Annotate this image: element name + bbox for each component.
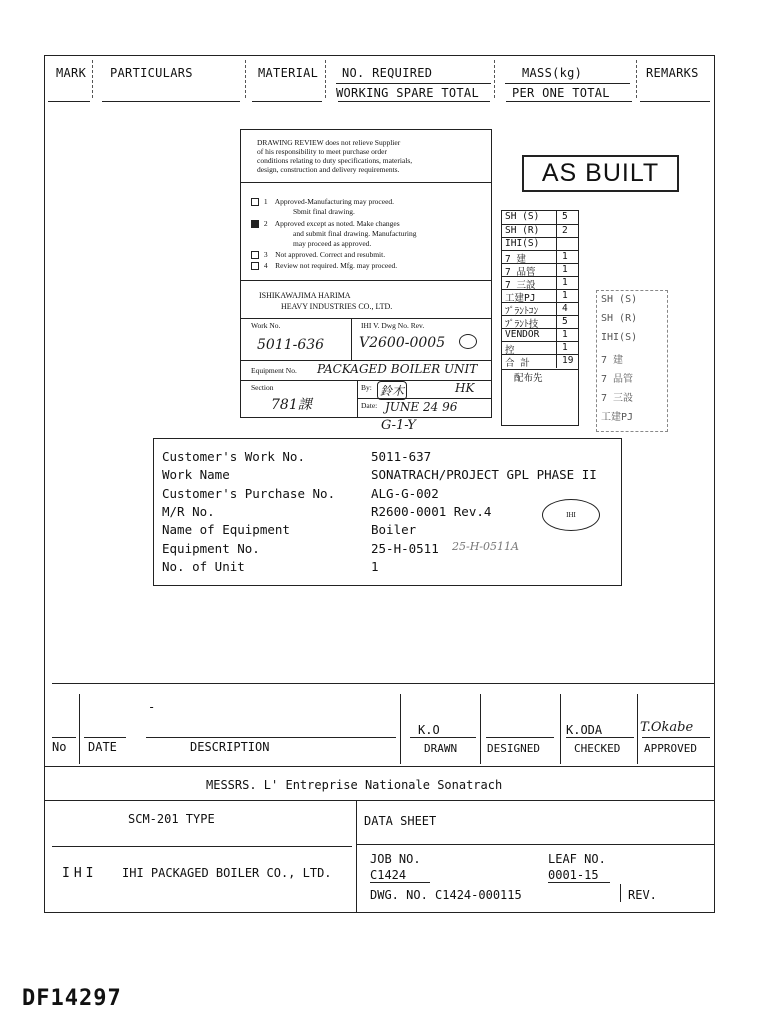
customer-value: ALG-G-002: [371, 485, 439, 501]
revision-divider: [400, 694, 401, 764]
frame-left: [44, 55, 45, 913]
job-no-value: C1424: [370, 868, 430, 883]
distribution-table: [501, 210, 579, 426]
checked-checkbox-icon: [251, 220, 259, 228]
header-underline: [102, 101, 240, 102]
review-company-2: HEAVY INDUSTRIES CO., LTD.: [281, 302, 393, 311]
revision-divider: [79, 694, 80, 764]
distribution-row: [502, 289, 578, 303]
distribution-label: 工建PJ: [505, 293, 536, 304]
distribution-value: 5: [562, 211, 568, 222]
option-text: Not approved. Correct and resubmit.: [275, 250, 386, 259]
equipment-handwritten: 25-H-0511A: [452, 540, 519, 553]
distribution-value: 2: [562, 225, 568, 236]
data-sheet-label: DATA SHEET: [364, 814, 437, 828]
distribution-secondary-label: SH (R): [601, 313, 638, 324]
company-name: IHI PACKAGED BOILER CO., LTD.: [122, 866, 332, 880]
customer-label: Name of Equipment: [162, 522, 290, 538]
distribution-label: ﾌﾟﾗﾝﾄｺﾝ: [505, 306, 539, 317]
distribution-label: SH (S): [505, 211, 540, 222]
distribution-footer-label: 配布先: [514, 373, 543, 384]
title-line: [44, 800, 715, 801]
customer-label: M/R No.: [162, 503, 215, 519]
date-value: JUNE 24 96: [385, 400, 458, 414]
distribution-label: ﾌﾟﾗﾝﾄ技: [505, 319, 539, 330]
drawn-value: K.O: [418, 723, 440, 737]
checkbox-icon: [251, 262, 259, 270]
revision-line: [566, 737, 634, 738]
review-divider: [351, 318, 352, 360]
equipment-label: Equipment No.: [251, 366, 297, 375]
distribution-row: [502, 328, 578, 342]
review-option-2: [251, 219, 400, 228]
checked-label: CHECKED: [574, 742, 621, 755]
dwg-no-line: DWG. NO. C1424-000115: [370, 888, 522, 902]
header-underline: [336, 83, 491, 84]
revision-divider: [480, 694, 481, 764]
date-col-label: DATE: [88, 740, 117, 754]
review-text-1: DRAWING REVIEW does not relieve Supplier: [257, 138, 401, 147]
header-mark: MARK: [56, 66, 87, 80]
section-value: 781課: [271, 397, 312, 413]
distribution-value: 1: [562, 329, 568, 340]
distribution-separator: [556, 355, 557, 368]
ihi-logo: IHI: [62, 866, 98, 881]
checkbox-icon: [251, 198, 259, 206]
customer-value: 5011-637: [371, 449, 432, 464]
distribution-secondary-label: SH (S): [601, 294, 638, 305]
customer-label: No. of Unit: [162, 558, 245, 574]
section-label: Section: [251, 383, 274, 392]
distribution-secondary-label: 7 建: [601, 355, 624, 366]
drawing-review-stamp: [240, 129, 492, 418]
header-divider: [92, 60, 93, 98]
distribution-value: 19: [562, 355, 574, 366]
header-underline: [252, 101, 322, 102]
revision-dash: -: [148, 700, 156, 714]
review-divider: [241, 280, 491, 281]
review-company-1: ISHIKAWAJIMA HARIMA: [259, 291, 351, 300]
option-text: may proceed as approved.: [293, 239, 372, 248]
revision-line: [410, 737, 476, 738]
frame-right: [714, 55, 715, 913]
review-divider: [241, 182, 491, 183]
as-built-stamp: AS BUILT: [522, 155, 679, 192]
customer-label: Customer's Purchase No.: [162, 485, 336, 501]
option-num: 4: [263, 261, 268, 270]
distribution-value: 5: [562, 316, 568, 327]
work-no-value: 5011-636: [257, 337, 325, 353]
description-label: DESCRIPTION: [190, 740, 270, 754]
distribution-row: [502, 341, 578, 355]
revision-line: [486, 737, 554, 738]
customer-value: Boiler: [371, 522, 417, 538]
distribution-row: [502, 354, 578, 368]
revision-line: [52, 737, 76, 738]
distribution-footer: [502, 369, 578, 384]
header-no-required-sub: WORKING SPARE TOTAL: [336, 86, 479, 100]
messrs-line: MESSRS. L' Entreprise Nationale Sonatrach: [206, 778, 503, 792]
header-underline: [48, 101, 90, 102]
equipment-value: PACKAGED BOILER UNIT: [317, 362, 478, 376]
option-num: 3: [263, 250, 268, 259]
distribution-secondary-label: IHI(S): [601, 332, 638, 343]
distribution-label: 7 品管: [505, 267, 536, 278]
header-divider: [494, 60, 495, 98]
header-divider: [325, 60, 326, 98]
distribution-secondary-label: 工建PJ: [601, 412, 634, 423]
job-no-label: JOB NO.: [370, 852, 421, 866]
customer-value: 1: [371, 558, 379, 574]
revision-divider: [637, 694, 638, 764]
customer-label: Equipment No.: [162, 540, 260, 556]
title-divider: [356, 800, 357, 912]
option-text: and submit final drawing. Manufacturing: [293, 229, 417, 238]
title-divider: [620, 884, 621, 902]
work-no-label: Work No.: [251, 321, 281, 330]
title-line: [52, 846, 352, 847]
revision-line: [84, 737, 126, 738]
distribution-secondary-label: 7 品管: [601, 374, 634, 385]
header-mass-sub: PER ONE TOTAL: [512, 86, 610, 100]
rev-circle: [459, 334, 477, 349]
option-text: Approved except as noted. Make changes: [274, 219, 400, 228]
ihi-stamp: IHI: [542, 499, 600, 531]
distribution-separator: [556, 211, 557, 224]
rev-label: REV.: [628, 888, 657, 902]
designed-label: DESIGNED: [487, 742, 540, 755]
option-num: 2: [263, 219, 268, 228]
leaf-no-value: 0001-15: [548, 868, 610, 883]
distribution-label: 7 三設: [505, 280, 536, 291]
header-underline: [338, 101, 490, 102]
review-option-1: [251, 197, 394, 206]
distribution-row: [502, 276, 578, 290]
option-text: Approved-Manufacturing may proceed.: [274, 197, 395, 206]
customer-value: 25-H-0511: [371, 540, 439, 556]
distribution-value: 1: [562, 251, 568, 262]
distribution-label: 合 計: [505, 358, 530, 369]
distribution-row: [502, 302, 578, 316]
header-divider: [245, 60, 246, 98]
header-remarks: REMARKS: [646, 66, 699, 80]
revision-divider: [560, 694, 561, 764]
distribution-value: 1: [562, 290, 568, 301]
distribution-table-secondary: [596, 290, 668, 432]
customer-value: SONATRACH/PROJECT GPL PHASE II: [371, 467, 597, 483]
distribution-label: 7 建: [505, 254, 526, 265]
drawn-label: DRAWN: [424, 742, 458, 755]
revision-line: [146, 737, 396, 738]
dwg-no-value: V2600-0005: [359, 335, 446, 351]
review-option-3: [251, 250, 385, 259]
distribution-label: VENDOR: [505, 329, 540, 340]
review-divider: [357, 398, 491, 399]
type-label: SCM-201 TYPE: [128, 812, 215, 826]
distribution-value: 1: [562, 342, 568, 353]
header-mass: MASS(kg): [522, 66, 583, 80]
date-label: Date:: [361, 401, 378, 410]
by-initials: HK: [455, 381, 475, 395]
distribution-row: [502, 263, 578, 277]
approved-label: APPROVED: [644, 742, 697, 755]
header-particulars: PARTICULARS: [110, 66, 193, 80]
distribution-value: 4: [562, 303, 568, 314]
distribution-value: 1: [562, 264, 568, 275]
distribution-label: 控: [505, 345, 515, 356]
review-text-3: conditions relating to duty specifications, materials,: [257, 156, 413, 165]
header-material: MATERIAL: [258, 66, 319, 80]
review-note: G-1-Y: [381, 418, 416, 433]
title-line: [44, 766, 715, 767]
customer-label: Customer's Work No.: [162, 449, 305, 464]
customer-value: R2600-0001 Rev.4: [371, 503, 492, 519]
distribution-value: 1: [562, 277, 568, 288]
approved-signature: T.Okabe: [640, 720, 694, 735]
distribution-row: [502, 224, 578, 238]
review-text-2: of his responsibility to meet purchase order: [257, 147, 387, 156]
option-text: Review not required. Mfg. may proceed.: [275, 261, 398, 270]
distribution-secondary-label: 7 三設: [601, 393, 634, 404]
distribution-row: [502, 211, 578, 224]
review-divider: [241, 380, 491, 381]
frame-top: [44, 55, 715, 56]
review-divider: [241, 318, 491, 319]
title-line: [356, 844, 715, 845]
header-underline: [640, 101, 710, 102]
header-underline: [506, 101, 632, 102]
no-label: No: [52, 740, 67, 754]
distribution-row: [502, 250, 578, 264]
customer-label: Work Name: [162, 467, 230, 483]
leaf-no-label: LEAF NO.: [548, 852, 606, 866]
header-no-required: NO. REQUIRED: [342, 66, 433, 80]
option-num: 1: [263, 197, 268, 206]
checkbox-icon: [251, 251, 259, 259]
review-text-4: design, construction and delivery requirements.: [257, 165, 400, 174]
review-option-4: [251, 261, 397, 270]
frame-bottom: [44, 912, 715, 913]
revision-line: [642, 737, 710, 738]
ihi-dwg-label: IHI V. Dwg No. Rev.: [361, 321, 425, 330]
distribution-label: SH (R): [505, 225, 540, 236]
document-id: DF14297: [22, 986, 122, 1011]
revision-line: [52, 683, 714, 684]
review-divider: [241, 360, 491, 361]
distribution-row: [502, 237, 578, 251]
checked-value: K.ODA: [566, 723, 603, 737]
customer-info-box: [153, 438, 622, 586]
by-value: 鈴木: [377, 381, 407, 400]
by-label: By:: [361, 383, 372, 392]
distribution-row: [502, 315, 578, 329]
option-text: Sbmit final drawing.: [293, 207, 355, 216]
header-underline: [505, 83, 630, 84]
header-divider: [636, 60, 637, 98]
distribution-label: IHI(S): [505, 238, 540, 249]
